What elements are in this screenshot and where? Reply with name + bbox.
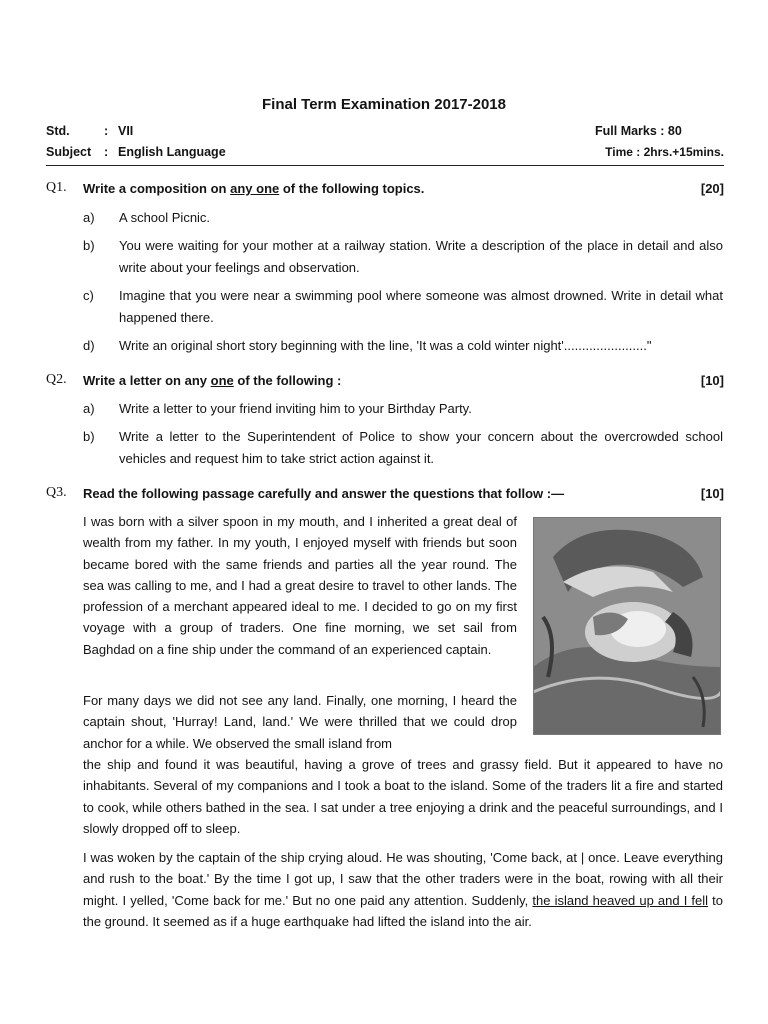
emphasis-any-one: any one bbox=[230, 181, 280, 196]
question-3-marks: [10] bbox=[700, 486, 724, 501]
option-label: d) bbox=[83, 338, 95, 353]
question-1-text: Write a composition on any one of the following topics. bbox=[83, 181, 425, 196]
passage-paragraph-2-bottom: the ship and found it was beautiful, having a grove of trees and grassy field. But it appeared to have no inhabitants. Several of my companions and I took a boat to the island. Some of the traders lit a fire and started to cook, while others bathed in the sea. I sat under a tree enjoying a drink and the peaceful surroundings, and I slowly dropped off to sleep. bbox=[83, 757, 723, 836]
option-text: You were waiting for your mother at a railway station. Write a description of the place in detail and also write about your feelings and observation. bbox=[119, 238, 723, 275]
q1-option-c bbox=[83, 285, 723, 328]
passage-paragraph-2-top: For many days we did not see any land. Finally, one morning, I heard the captain shout, 'Hurray! Land, land.' We were thrilled that we could drop anchor for a while. We observed the small island from bbox=[83, 693, 517, 751]
option-text: Imagine that you were near a swimming pool where someone was almost drowned. Write in detail what happened there. bbox=[119, 288, 723, 325]
q1-option-a bbox=[83, 207, 723, 229]
q2-option-b bbox=[83, 426, 723, 469]
sailor-illustration-graphic bbox=[533, 517, 721, 735]
option-text: A school Picnic. bbox=[119, 210, 211, 225]
option-label: b) bbox=[83, 238, 95, 253]
subject-label: Subject bbox=[46, 145, 92, 159]
header-divider bbox=[46, 165, 724, 166]
std-value: VII bbox=[118, 124, 134, 138]
option-label: a) bbox=[83, 210, 95, 225]
full-marks: Full Marks : 80 bbox=[595, 124, 682, 138]
passage-paragraph-1: I was born with a silver spoon in my mouth, and I inherited a great deal of wealth from my father. In my youth, I enjoyed myself with friends but soon became bored with the same friends and parties all the year round. The sea was calling to me, and I had a great desire to travel to other lands. The profession of a merchant appeared ideal to me. I decided to go on my first voyage with a group of traders. One fine morning, we set sail from Baghdad on a fine ship under the command of an experienced captain. bbox=[83, 514, 517, 657]
question-3-text: Read the following passage carefully and answer the questions that follow :— bbox=[83, 486, 565, 501]
exam-title: Final Term Examination 2017-2018 bbox=[262, 96, 506, 113]
question-1-marks: [20] bbox=[700, 181, 724, 196]
option-label: b) bbox=[83, 429, 95, 444]
std-separator: : bbox=[104, 124, 109, 138]
std-label: Std. bbox=[46, 124, 70, 138]
subject-value: English Language bbox=[118, 145, 226, 159]
std-row bbox=[46, 124, 133, 138]
q1-option-d bbox=[83, 335, 723, 357]
underlined-phrase: the island heaved up and I fell bbox=[532, 892, 709, 908]
option-label: a) bbox=[83, 401, 95, 416]
emphasis-one: one bbox=[210, 373, 234, 388]
subject-separator: : bbox=[104, 145, 109, 159]
question-2-number: Q2. bbox=[46, 372, 67, 387]
q1-option-b bbox=[83, 235, 723, 278]
question-1-number: Q1. bbox=[46, 180, 67, 195]
option-text: Write a letter to the Superintendent of Police to show your concern about the overcrowded school vehicles and request him to take strict action against it. bbox=[119, 429, 723, 466]
passage-paragraph-3: I was woken by the captain of the ship crying aloud. He was shouting, 'Come back, at | once. Leave everything and rush to the boat.' By the time I got up, I saw that the other traders were in the boat, rowing with all their might. I yelled, 'Come back for me.' But no one paid any attention. Suddenly, the island heaved up and I fell to the ground. It seemed as if a huge earthquake had lifted the island into the air. bbox=[83, 850, 723, 929]
option-label: c) bbox=[83, 288, 94, 303]
question-3-number: Q3. bbox=[46, 485, 67, 500]
sailor-illustration bbox=[533, 517, 721, 735]
option-text: Write a letter to your friend inviting him to your Birthday Party. bbox=[119, 401, 472, 416]
q2-option-a bbox=[83, 398, 723, 420]
subject-row bbox=[46, 145, 226, 159]
exam-time: Time : 2hrs.+15mins. bbox=[605, 145, 724, 159]
question-2-text: Write a letter on any one of the following : bbox=[83, 373, 342, 388]
option-text: Write an original short story beginning with the line, 'It was a cold winter night'......................." bbox=[119, 338, 652, 353]
question-2-marks: [10] bbox=[700, 373, 724, 388]
